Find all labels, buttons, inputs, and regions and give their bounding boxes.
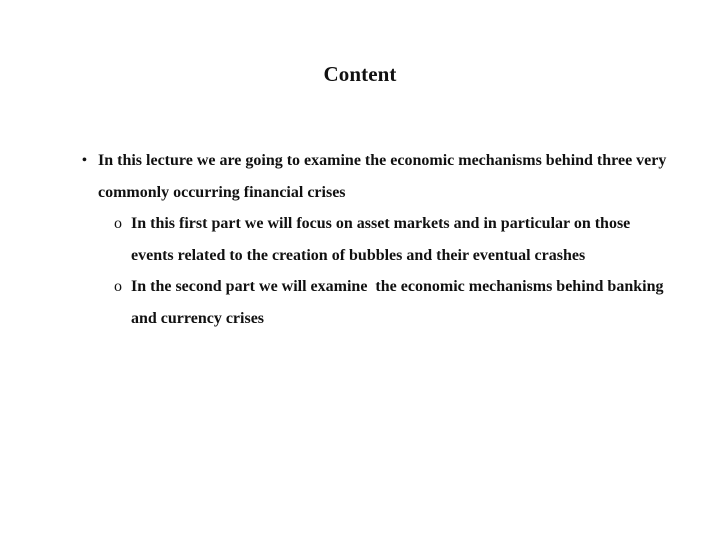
bullet-disc-icon: • <box>82 153 87 168</box>
slide-title: Content <box>323 62 397 86</box>
sub-bullet-text: In this first part we will focus on asset markets and in particular on those events related to the creation of bubbles and their eventual crashes <box>131 215 631 264</box>
bullet-text: In this lecture we are going to examine the economic mechanisms behind three very commonly occurring financial crises <box>98 152 667 201</box>
sub-bullet-item-1 <box>0 208 720 271</box>
sub-bullet-circle-icon: o <box>114 278 122 295</box>
bullet-list <box>0 145 720 334</box>
sub-bullet-circle-icon: o <box>114 215 122 232</box>
bullet-item-1 <box>0 145 720 208</box>
sub-bullet-item-2 <box>0 271 720 334</box>
sub-bullet-text: In the second part we will examine the economic mechanisms behind banking and currency crises <box>131 278 668 327</box>
